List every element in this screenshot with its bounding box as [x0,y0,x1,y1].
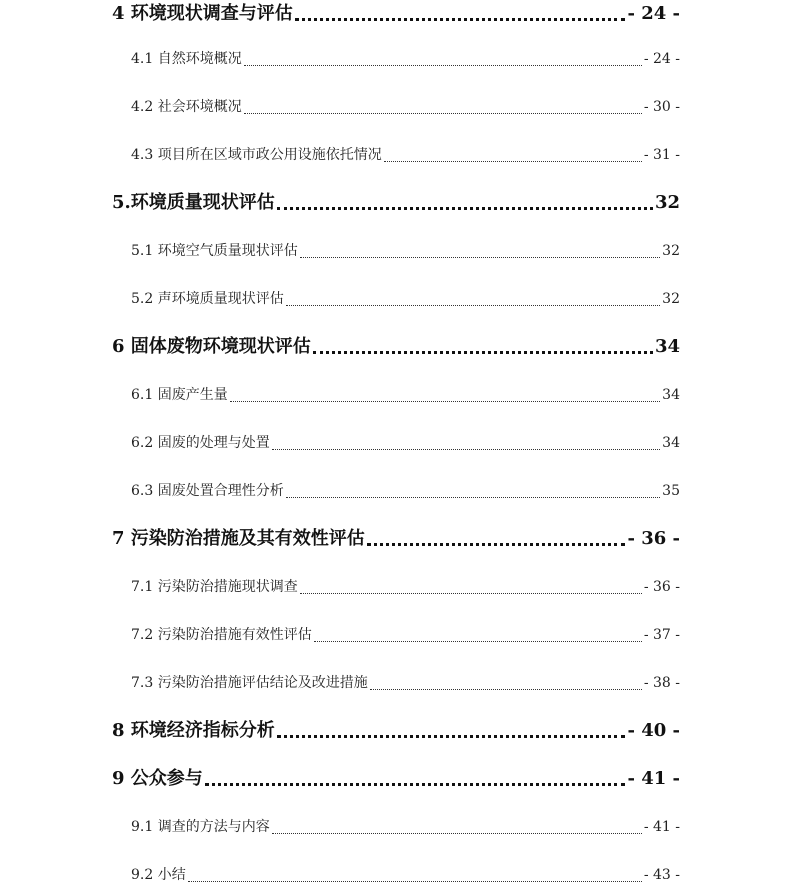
toc-page-number: - 41 - [643,819,680,835]
toc-entry-title: 5.环境质量现状评估 [112,192,275,213]
toc-page-number: - 31 - [643,147,680,163]
toc-entry-5-1[interactable] [131,237,680,265]
toc-entry-section-5[interactable] [112,189,680,217]
toc-dot-leader [313,351,653,354]
toc-page-number: - 24 - [643,51,680,67]
toc-page-number: 34 [662,435,680,451]
toc-entry-title: 9 公众参与 [112,768,203,789]
toc-entry-title: 4.3 项目所在区域市政公用设施依托情况 [131,147,382,163]
toc-dot-leader [314,641,642,642]
toc-entry-4-2[interactable] [131,93,680,121]
toc-dot-leader [277,735,626,738]
toc-entry-9-1[interactable] [131,813,680,841]
toc-page-number: - 36 - [627,528,680,549]
toc-entry-section-7[interactable] [112,525,680,553]
toc-entry-title: 4.1 自然环境概况 [131,51,242,67]
toc-entry-title: 9.1 调查的方法与内容 [131,819,270,835]
toc-entry-4-3[interactable] [131,141,680,169]
toc-page-number: - 38 - [643,675,680,691]
toc-dot-leader [370,689,642,690]
toc-page-number: 34 [654,336,680,357]
toc-dot-leader [300,257,660,258]
toc-entry-title: 4.2 社会环境概况 [131,99,242,115]
toc-dot-leader [244,113,642,114]
toc-dot-leader [286,497,660,498]
toc-page-number: 34 [662,387,680,403]
toc-dot-leader [272,833,642,834]
toc-dot-leader [277,207,653,210]
toc-entry-title: 5.1 环境空气质量现状评估 [131,243,298,259]
toc-entry-title: 6 固体废物环境现状评估 [112,336,311,357]
toc-entry-6-1[interactable] [131,381,680,409]
toc-entry-section-4[interactable] [112,0,680,28]
toc-page-number: - 37 - [643,627,680,643]
toc-entry-5-2[interactable] [131,285,680,313]
toc-dot-leader [205,783,626,786]
toc-page-number: 35 [662,483,680,499]
toc-entry-7-1[interactable] [131,573,680,601]
toc-dot-leader [272,449,660,450]
toc-entry-title: 4 环境现状调查与评估 [112,3,293,24]
toc-entry-7-3[interactable] [131,669,680,697]
toc-entry-9-2[interactable] [131,861,680,889]
toc-entry-6-2[interactable] [131,429,680,457]
toc-entry-title: 9.2 小结 [131,867,186,883]
toc-dot-leader [286,305,660,306]
toc-entry-section-9[interactable] [112,765,680,793]
toc-entry-section-8[interactable] [112,717,680,745]
toc-dot-leader [188,881,642,882]
toc-entry-title: 5.2 声环境质量现状评估 [131,291,284,307]
toc-page-number: - 41 - [627,768,680,789]
toc-page-number: - 30 - [643,99,680,115]
toc-dot-leader [367,543,626,546]
toc-page-number: - 40 - [627,720,680,741]
toc-dot-leader [244,65,642,66]
toc-page-number: 32 [662,243,680,259]
toc-dot-leader [300,593,642,594]
toc-entry-title: 8 环境经济指标分析 [112,720,275,741]
toc-entry-section-6[interactable] [112,333,680,361]
toc-entry-title: 7.1 污染防治措施现状调查 [131,579,298,595]
toc-entry-7-2[interactable] [131,621,680,649]
toc-entry-title: 7.2 污染防治措施有效性评估 [131,627,312,643]
toc-page-number: - 24 - [627,3,680,24]
toc-page-number: - 43 - [643,867,680,883]
toc-entry-title: 7.3 污染防治措施评估结论及改进措施 [131,675,368,691]
toc-entry-title: 7 污染防治措施及其有效性评估 [112,528,365,549]
toc-dot-leader [230,401,660,402]
toc-page-number: 32 [654,192,680,213]
toc-entry-6-3[interactable] [131,477,680,505]
toc-dot-leader [384,161,642,162]
toc-entry-4-1[interactable] [131,45,680,73]
toc-entry-title: 6.3 固废处置合理性分析 [131,483,284,499]
toc-dot-leader [295,18,626,21]
toc-entry-title: 6.2 固废的处理与处置 [131,435,270,451]
toc-page-number: - 36 - [643,579,680,595]
toc-entry-title: 6.1 固废产生量 [131,387,228,403]
toc-page-number: 32 [662,291,680,307]
